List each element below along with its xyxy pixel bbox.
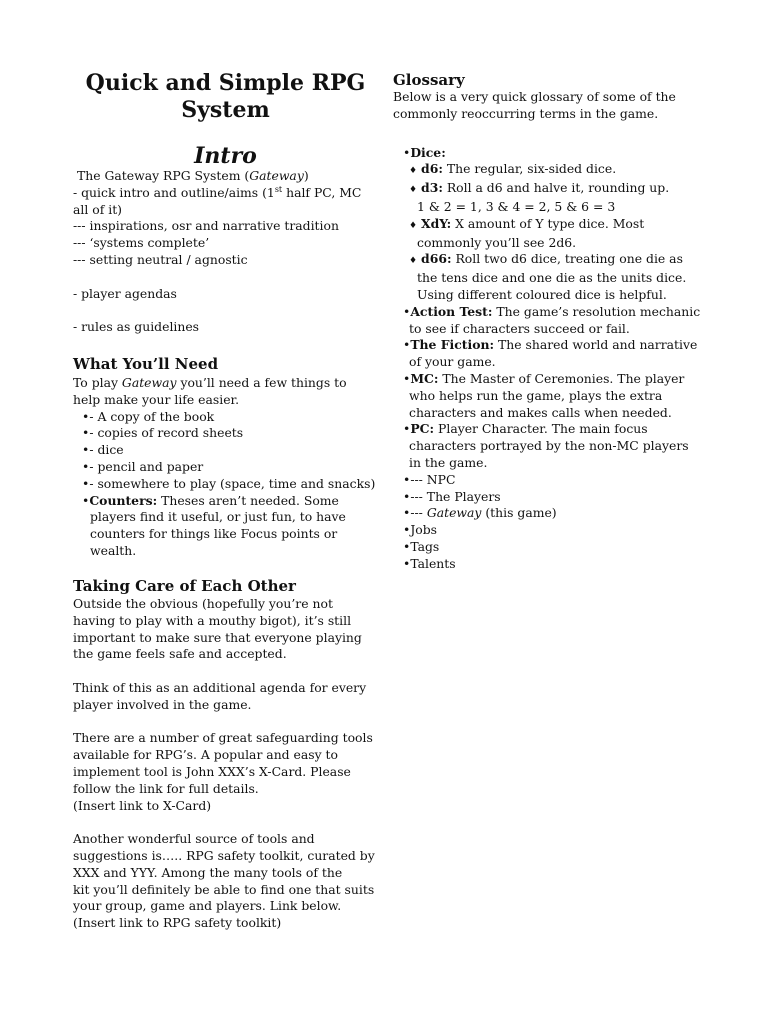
glossary-cont: of your game. <box>409 354 496 370</box>
paragraph-line: There are a number of great safeguarding tools <box>73 730 373 746</box>
paragraph-line: Outside the obvious (hopefully you’re not <box>73 596 333 611</box>
glossary-subitem: ♦ d3: Roll a d6 and halve it, rounding up. <box>409 180 713 199</box>
glossary-subitem: ♦ d66: Roll two d6 dice, treating one die as <box>409 251 713 270</box>
need-intro: help make your life easier. <box>73 391 240 407</box>
glossary-cont: to see if characters succeed or fail. <box>409 320 630 336</box>
glossary-item: • MC: The Master of Ceremonies. The player <box>403 371 713 388</box>
list-item: • - somewhere to play (space, time and snacks) <box>82 476 383 493</box>
glossary-intro: commonly reoccurring terms in the game. <box>393 105 659 121</box>
list-item-cont: counters for things like Focus points or <box>90 526 338 542</box>
glossary-item: • --- The Players <box>403 489 713 506</box>
paragraph-line: Another wonderful source of tools and <box>73 831 315 847</box>
glossary-item: • --- Gateway (this game) <box>403 505 713 522</box>
glossary-subitem: ♦ XdY: X amount of Y type dice. Most <box>409 216 713 235</box>
intro-line: - player agendas <box>73 285 177 301</box>
paragraph-line: Think of this as an additional agenda for every <box>73 679 367 695</box>
list-item-cont: wealth. <box>90 542 137 558</box>
taking-care-heading: Taking Care of Each Other <box>73 577 296 595</box>
glossary-cont: who helps run the game, plays the extra <box>409 387 663 403</box>
glossary-item: • Action Test: The game’s resolution mechanic <box>403 304 713 321</box>
glossary-cont: in the game. <box>409 454 488 470</box>
intro-line: - quick intro and outline/aims (1st half PC, MC <box>73 184 362 200</box>
list-item: • - pencil and paper <box>82 459 383 476</box>
list-item-cont: players find it useful, or just fun, to have <box>90 509 346 525</box>
paragraph-line: (Insert link to X-Card) <box>73 797 212 813</box>
what-youll-need-heading: What You’ll Need <box>73 355 219 373</box>
paragraph-line: player involved in the game. <box>73 696 252 712</box>
glossary-cont: the tens dice and one die as the units dice. <box>417 270 687 286</box>
intro-line: The Gateway RPG System (Gateway) <box>77 168 309 183</box>
glossary-intro: Below is a very quick glossary of some of the <box>393 89 676 104</box>
paragraph-line: implement tool is John XXX’s X-Card. Please <box>73 763 351 779</box>
glossary-cont: 1 & 2 = 1, 3 & 4 = 2, 5 & 6 = 3 <box>417 198 616 214</box>
glossary-item: • Jobs <box>403 522 713 539</box>
glossary-subitem: ♦ d6: The regular, six-sided dice. <box>409 161 713 180</box>
paragraph-line: your group, game and players. Link below. <box>73 898 342 914</box>
glossary-section <box>393 89 713 573</box>
intro-line: --- setting neutral / agnostic <box>73 251 248 267</box>
paragraph-line: available for RPG’s. A popular and easy to <box>73 747 338 763</box>
glossary-cont: characters portrayed by the non-MC players <box>409 438 689 454</box>
glossary-item: • PC: Player Character. The main focus <box>403 421 713 438</box>
list-item: • - A copy of the book <box>82 409 383 426</box>
paragraph-line: the game feels safe and accepted. <box>73 646 287 662</box>
taking-care-section <box>73 596 383 932</box>
glossary-item: • Tags <box>403 539 713 556</box>
glossary-cont: characters and makes calls when needed. <box>409 404 672 420</box>
intro-heading: Intro <box>194 143 257 169</box>
intro-line: - rules as guidelines <box>73 319 200 335</box>
need-intro: To play Gateway you’ll need a few things to <box>73 375 347 390</box>
glossary-cont: Using different coloured dice is helpful. <box>417 286 667 302</box>
paragraph-line: having to play with a mouthy bigot), it’s still <box>73 612 352 628</box>
intro-line: --- ‘systems complete’ <box>73 235 210 251</box>
glossary-cont: commonly you’ll see 2d6. <box>417 234 577 250</box>
intro-line: all of it) <box>73 201 123 217</box>
what-youll-need-section <box>73 375 383 560</box>
paragraph-line: XXX and YYY. Among the many tools of the <box>73 864 343 880</box>
list-item: • - dice <box>82 442 383 459</box>
glossary-item: • --- NPC <box>403 472 713 489</box>
glossary-item: • The Fiction: The shared world and narrative <box>403 337 713 354</box>
page-title: Quick and Simple RPG System <box>85 70 366 123</box>
glossary-item: • Talents <box>403 556 713 573</box>
paragraph-line: important to make sure that everyone playing <box>73 629 362 645</box>
intro-line: --- inspirations, osr and narrative tradition <box>73 218 339 234</box>
paragraph-line: kit you’ll definitely be able to find one that suits <box>73 881 375 897</box>
list-item: • Counters: Theses aren’t needed. Some <box>82 493 383 510</box>
intro-section <box>73 168 378 336</box>
list-item: • - copies of record sheets <box>82 425 383 442</box>
glossary-item-dice: • Dice: <box>403 145 713 162</box>
glossary-heading: Glossary <box>393 71 465 89</box>
paragraph-line: (Insert link to RPG safety toolkit) <box>73 915 282 931</box>
paragraph-line: follow the link for full details. <box>73 780 259 796</box>
paragraph-line: suggestions is….. RPG safety toolkit, curated by <box>73 847 375 863</box>
